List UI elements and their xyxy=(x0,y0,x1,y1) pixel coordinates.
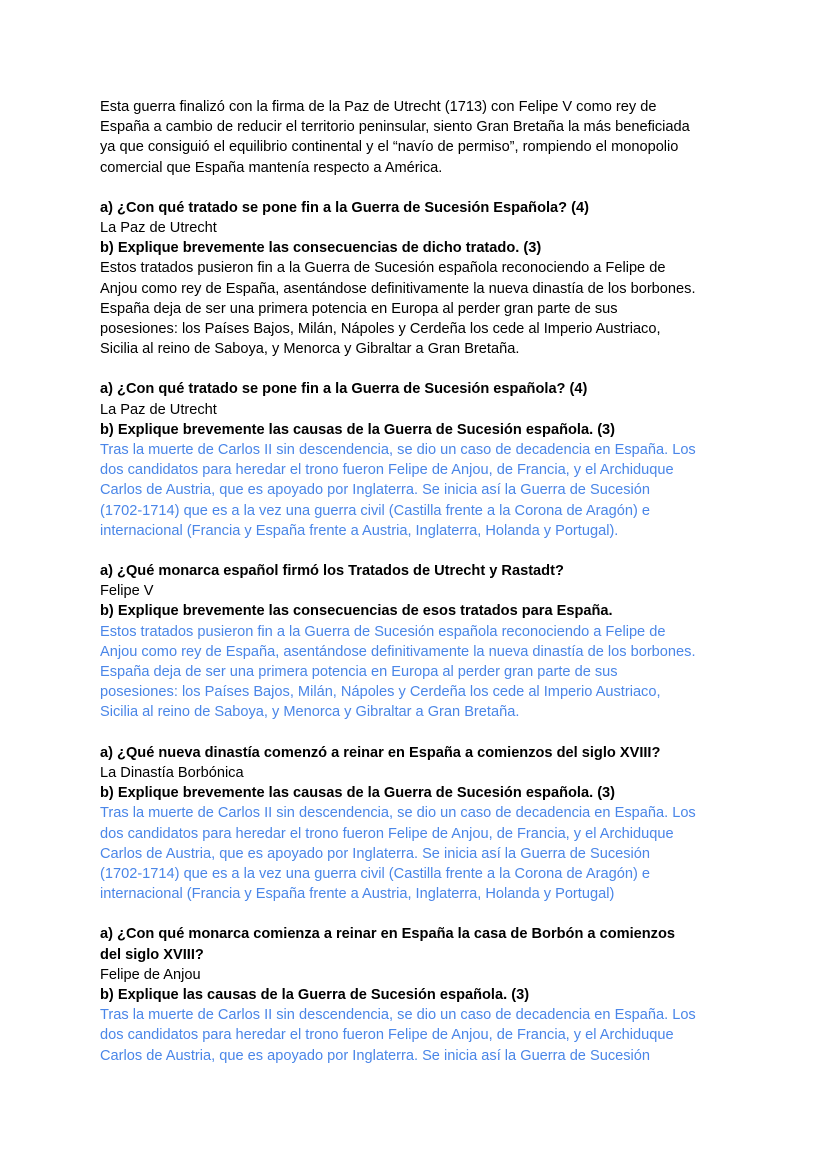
answer-b xyxy=(100,440,800,541)
question-a xyxy=(100,924,800,964)
answer-b-line: Carlos de Austria, que es apoyado por Inglaterra. Se inicia así la Guerra de Sucesión xyxy=(100,1047,651,1064)
question-a xyxy=(100,561,800,581)
answer-b-line: España deja de ser una primera potencia en Europa al perder gran parte de sus xyxy=(100,664,618,681)
question-b xyxy=(100,601,800,621)
answer-b-line: Tras la muerte de Carlos II sin descendencia, se dio un caso de decadencia en España. Los xyxy=(100,805,696,822)
answer-a: Felipe V xyxy=(100,583,154,600)
question-block xyxy=(100,924,800,1065)
question-block xyxy=(100,743,800,905)
question-b xyxy=(100,985,800,1005)
question-b xyxy=(100,783,800,803)
answer-b xyxy=(100,803,800,904)
question-a-line: del siglo XVIII? xyxy=(100,946,204,963)
answer-b-line: dos candidatos para heredar el trono fueron Felipe de Anjou, de Francia, y el Archiduque xyxy=(100,825,674,842)
answer-b-line: internacional (Francia y España frente a Austria, Inglaterra, Holanda y Portugal). xyxy=(100,522,619,539)
intro-line: comercial que España mantenía respecto a América. xyxy=(100,159,443,176)
answer-a: Felipe de Anjou xyxy=(100,966,201,983)
question-b xyxy=(100,420,800,440)
answer-b-line: internacional (Francia y España frente a Austria, Inglaterra, Holanda y Portugal) xyxy=(100,886,615,903)
question-b-line: b) Explique brevemente las consecuencias de dicho tratado. (3) xyxy=(100,240,542,257)
answer-b-line: Sicilia al reino de Saboya, y Menorca y Gibraltar a Gran Bretaña. xyxy=(100,341,520,358)
answer-b-line: Anjou como rey de España, asentándose definitivamente la nueva dinastía de los borbones. xyxy=(100,643,696,660)
answer-b-line: Carlos de Austria, que es apoyado por Inglaterra. Se inicia así la Guerra de Sucesión xyxy=(100,845,651,862)
question-b-line: b) Explique brevemente las consecuencias de esos tratados para España. xyxy=(100,603,613,620)
answer-b-line: posesiones: los Países Bajos, Milán, Nápoles y Cerdeña los cede al Imperio Austriaco, xyxy=(100,684,661,701)
question-a xyxy=(100,198,800,218)
answer-b-line: Estos tratados pusieron fin a la Guerra de Sucesión española reconociendo a Felipe de xyxy=(100,260,666,277)
answer-b-line: Tras la muerte de Carlos II sin descendencia, se dio un caso de decadencia en España. Los xyxy=(100,442,696,459)
answer-b-line: Carlos de Austria, que es apoyado por Inglaterra. Se inicia así la Guerra de Sucesión xyxy=(100,482,651,499)
answer-b-line: dos candidatos para heredar el trono fueron Felipe de Anjou, de Francia, y el Archiduque xyxy=(100,462,674,479)
document-body xyxy=(100,97,800,1086)
answer-b-line: Estos tratados pusieron fin a la Guerra de Sucesión española reconociendo a Felipe de xyxy=(100,623,666,640)
answer-b-line: dos candidatos para heredar el trono fueron Felipe de Anjou, de Francia, y el Archiduque xyxy=(100,1027,674,1044)
question-a-line: a) ¿Con qué monarca comienza a reinar en España la casa de Borbón a comienzos xyxy=(100,926,676,943)
question-a-line: a) ¿Con qué tratado se pone fin a la Guerra de Sucesión Española? (4) xyxy=(100,199,589,216)
intro-line: Esta guerra finalizó con la firma de la Paz de Utrecht (1713) con Felipe V como rey de xyxy=(100,99,657,115)
intro-line: España a cambio de reducir el territorio peninsular, siento Gran Bretaña la más beneficiada xyxy=(100,119,690,136)
question-block xyxy=(100,379,800,541)
answer-a: La Paz de Utrecht xyxy=(100,220,217,237)
answer-b xyxy=(100,1005,800,1066)
answer-b-line: Sicilia al reino de Saboya, y Menorca y Gibraltar a Gran Bretaña. xyxy=(100,704,520,721)
intro-paragraph xyxy=(100,97,800,178)
answer-a: La Paz de Utrecht xyxy=(100,401,217,418)
answer-b-line: España deja de ser una primera potencia en Europa al perder gran parte de sus xyxy=(100,300,618,317)
answer-b-line: Anjou como rey de España, asentándose definitivamente la nueva dinastía de los borbones. xyxy=(100,280,696,297)
answer-b-line: posesiones: los Países Bajos, Milán, Nápoles y Cerdeña los cede al Imperio Austriaco, xyxy=(100,321,661,338)
answer-b-line: Tras la muerte de Carlos II sin descendencia, se dio un caso de decadencia en España. Los xyxy=(100,1007,696,1024)
question-a-line: a) ¿Qué monarca español firmó los Tratados de Utrecht y Rastadt? xyxy=(100,563,564,580)
question-a-line: a) ¿Qué nueva dinastía comenzó a reinar en España a comienzos del siglo XVIII? xyxy=(100,744,661,761)
question-b xyxy=(100,238,800,258)
question-b-line: b) Explique brevemente las causas de la Guerra de Sucesión española. (3) xyxy=(100,421,616,438)
question-b-line: b) Explique las causas de la Guerra de Sucesión española. (3) xyxy=(100,986,530,1003)
question-a-line: a) ¿Con qué tratado se pone fin a la Guerra de Sucesión española? (4) xyxy=(100,381,588,398)
answer-a: La Dinastía Borbónica xyxy=(100,764,244,781)
intro-line: ya que consiguió el equilibrio continental y el “navío de permiso”, rompiendo el monopolio xyxy=(100,139,679,156)
answer-b xyxy=(100,258,800,359)
answer-b xyxy=(100,622,800,723)
answer-b-line: (1702-1714) que es a la vez una guerra civil (Castilla frente a la Corona de Aragón) e xyxy=(100,502,651,519)
question-a xyxy=(100,379,800,399)
question-block xyxy=(100,561,800,723)
question-block xyxy=(100,198,800,360)
question-a xyxy=(100,743,800,763)
question-b-line: b) Explique brevemente las causas de la Guerra de Sucesión española. (3) xyxy=(100,785,616,802)
question-blocks xyxy=(100,198,800,1066)
answer-b-line: (1702-1714) que es a la vez una guerra civil (Castilla frente a la Corona de Aragón) e xyxy=(100,865,651,882)
